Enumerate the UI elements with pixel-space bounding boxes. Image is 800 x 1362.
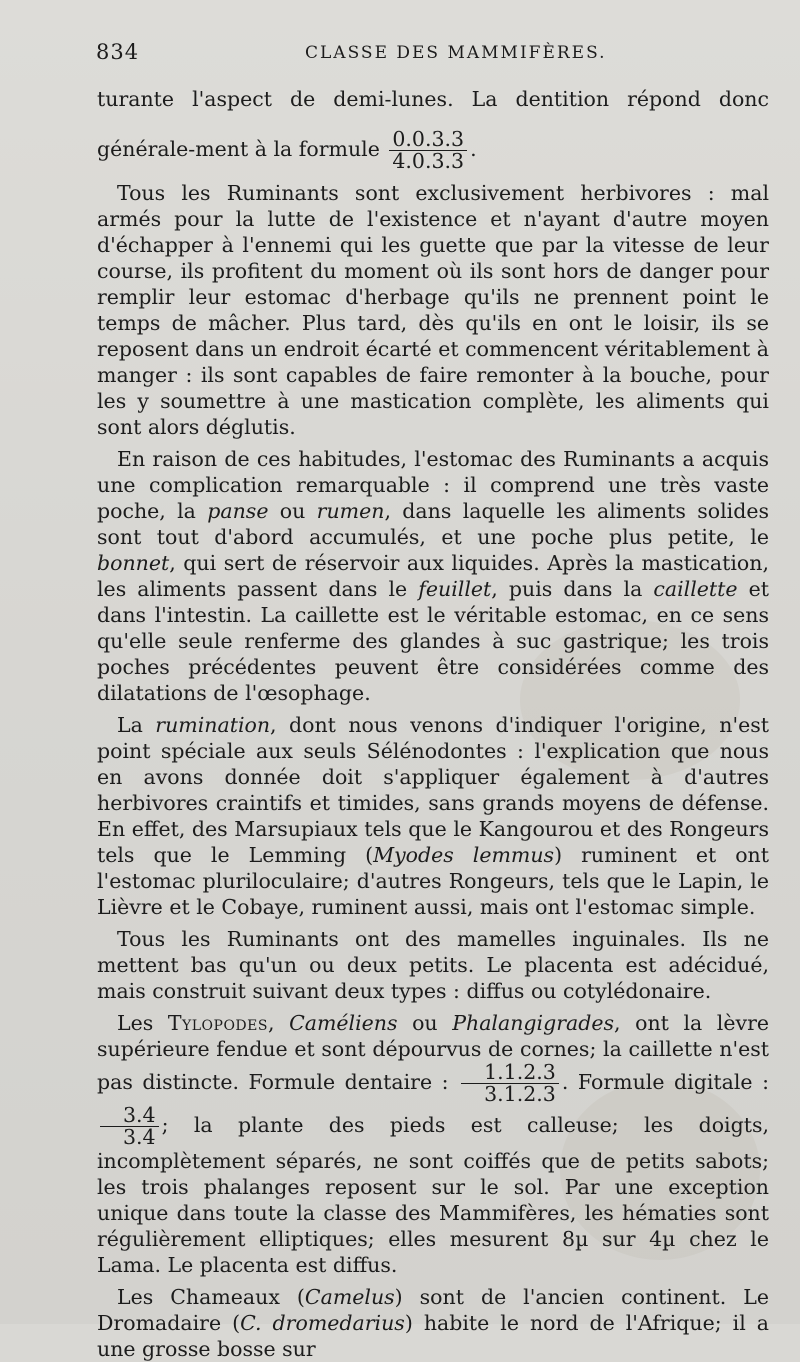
fraction-denominator: 4.0.3.3 <box>392 149 465 173</box>
text-run: , dans laquelle les aliments solides sont tout d'abord accumulés, et une poche plus petite, le <box>97 499 770 549</box>
body-text <box>97 74 769 1362</box>
text-run: ) habite le nord de l'Afrique; il a une grosse bosse sur <box>97 1311 769 1361</box>
text-run: turante l'aspect de demi-lunes. La dentition répond donc générale-ment à la formule <box>97 87 769 161</box>
term-c-dromedarius: C. dromedarius <box>240 1311 405 1335</box>
page-header <box>0 40 800 70</box>
paragraph-chameaux <box>97 1284 769 1362</box>
paragraph-dentition <box>97 74 769 174</box>
running-title: CLASSE DES MAMMIFÈRES. <box>305 43 607 63</box>
text-run: Les <box>117 1011 168 1035</box>
fraction-dental-formula <box>389 129 467 172</box>
text-run: ou <box>397 1011 453 1035</box>
fraction-numerator: 1.1.2.3 <box>461 1062 559 1084</box>
text-run: , qui sert de réservoir aux liquides. Après la mastication, les aliments passent dans le <box>97 551 769 601</box>
fraction-denominator: 3.4 <box>123 1125 156 1149</box>
text-run: , puis dans la <box>491 577 654 601</box>
term-bonnet: bonnet <box>97 551 170 575</box>
term-rumination: rumination <box>155 713 271 737</box>
text-run: En raison de ces habitudes, l'estomac des Ruminants a acquis une complication remarquable : il comprend une très vaste poche, la <box>97 447 769 523</box>
paragraph-tylopodes <box>97 1010 769 1278</box>
term-caillette: caillette <box>653 577 738 601</box>
fraction-formule-dentaire <box>461 1062 559 1105</box>
paragraph-mamelles: Tous les Ruminants ont des mamelles inguinales. Ils ne mettent bas qu'un ou deux petits. Le placenta est adécidué, mais construit suivant deux types : diffus ou cotylédonaire. <box>97 927 769 1003</box>
term-phalangigrades: Phalangigrades <box>452 1011 615 1035</box>
term-rumen: rumen <box>316 499 385 523</box>
term-myodes-lemmus: Myodes lemmus <box>373 843 555 867</box>
text-run: , dont nous venons d'indiquer l'origine, n'est point spéciale aux seuls Sélénodontes : l'explication que nous en avons donnée doit s'appliquer également à d'autres herbivores craintifs et timides, sans grands moyens de défense. En effet, des Marsupiaux tels que le Kangourou et des Rongeurs tels que le Lemming ( <box>97 713 769 867</box>
text-run: et dans l'intestin. La caillette est le véritable estomac, en ce sens qu'elle seule renferme des glandes à suc gastrique; les trois poches précédentes peuvent être considérées comme des dilatations de l'œsophage. <box>97 577 769 705</box>
term-tylopodes: Tylopodes <box>167 1011 268 1035</box>
term-feuillet: feuillet <box>418 577 492 601</box>
term-panse: panse <box>207 499 269 523</box>
paragraph-herbivores: Tous les Ruminants sont exclusivement herbivores : mal armés pour la lutte de l'existence et n'ayant d'autre moyen d'échapper à l'ennemi qui les guette que par la vitesse de leur course, ils profitent du moment où ils sont hors de danger pour remplir leur estomac d'herbage qu'ils ne prennent point le temps de mâcher. Plus tard, dès qu'ils en ont le loisir, ils se reposent dans un endroit écarté et commencent véritablement à manger : ils sont capables de faire remonter à la bouche, pour les y soumettre à une mastication complète, les aliments qui sont alors déglutis. <box>97 181 769 439</box>
term-camelus: Camelus <box>304 1285 395 1309</box>
text-run: La <box>117 713 156 737</box>
fraction-numerator: 0.0.3.3 <box>389 129 467 151</box>
text-run: . <box>470 137 477 161</box>
fraction-formule-digitale <box>100 1105 159 1148</box>
text-run: , <box>267 1011 290 1035</box>
paragraph-stomach <box>97 446 769 706</box>
text-run: ou <box>268 499 317 523</box>
page-number: 834 <box>96 40 140 64</box>
text-run: . Formule digitale : <box>561 1070 769 1094</box>
text-run: ; la plante des pieds est calleuse; les doigts, incomplètement séparés, ne sont coiffés que de petits sabots; les trois phalanges reposent sur le sol. Par une exception unique dans toute la classe des Mammifères, les hématies sont régulièrement elliptiques; elles mesurent 8µ sur 4µ chez le Lama. Le placenta est diffus. <box>97 1113 769 1277</box>
text-run: ) ruminent et ont l'estomac pluriloculaire; d'autres Rongeurs, tels que le Lapin, le Lièvre et le Cobaye, ruminent aussi, mais ont l'estomac simple. <box>97 843 769 919</box>
fraction-denominator: 3.1.2.3 <box>484 1082 556 1106</box>
term-cameliens: Caméliens <box>289 1011 398 1035</box>
text-run: , ont la lèvre supérieure fendue et sont dépourvus de cornes; la caillette n'est pas distincte. Formule dentaire : <box>97 1011 769 1094</box>
paragraph-rumination <box>97 712 769 920</box>
text-run: ) sont de l'ancien continent. Le Dromadaire ( <box>97 1285 769 1335</box>
text-run: Les Chameaux ( <box>117 1285 305 1309</box>
fraction-numerator: 3.4 <box>100 1105 159 1127</box>
